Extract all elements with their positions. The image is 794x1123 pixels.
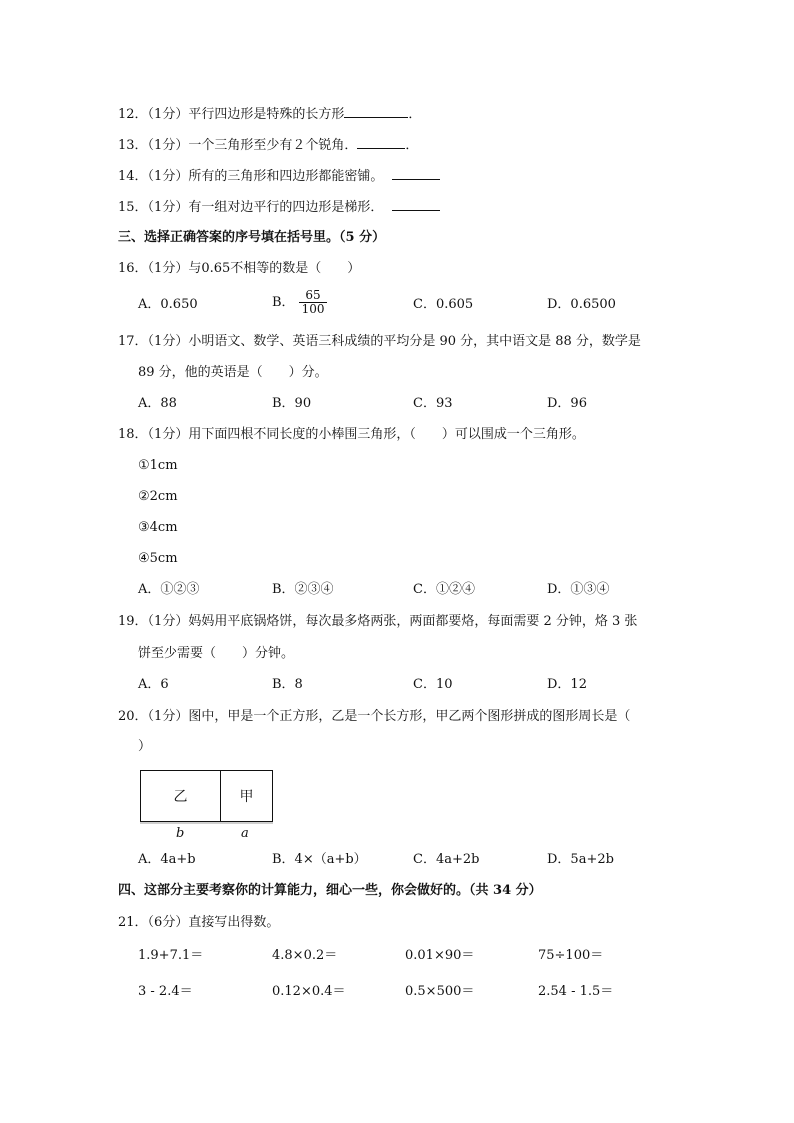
stick-4: ④5cm — [138, 551, 178, 566]
dimension-a-label: a — [241, 826, 249, 841]
question-12-tail: ． — [408, 107, 422, 122]
dimension-b-label: b — [176, 826, 185, 841]
q16-option-b[interactable] — [272, 289, 327, 316]
question-20-line-2: ） — [138, 739, 152, 754]
question-20-line-1: 20．（1分）图中，甲是一个正方形，乙是一个长方形，甲乙两个图形拼成的图形周长是（ — [118, 709, 631, 724]
stick-1: ①1cm — [138, 458, 178, 473]
calc-item: 0.01×90＝ — [405, 948, 475, 963]
q20-option-d[interactable]: D．5a+2b — [547, 852, 614, 867]
fraction — [299, 289, 328, 316]
q16-option-a[interactable]: A．0.650 — [138, 297, 198, 312]
figure-baseline — [140, 822, 273, 824]
q16-option-b-prefix: B． — [272, 295, 295, 310]
section-3-heading: 三、选择正确答案的序号填在括号里。（5 分） — [118, 230, 386, 245]
q16-option-d[interactable]: D．0.6500 — [547, 297, 616, 312]
q17-option-c[interactable]: C．93 — [413, 396, 453, 411]
q18-option-d[interactable]: D．①③④ — [547, 582, 610, 597]
calc-item: 1.9+7.1＝ — [138, 948, 204, 963]
q17-option-a[interactable]: A．88 — [138, 396, 177, 411]
question-18: 18．（1分）用下面四根不同长度的小棒围三角形，（ ）可以围成一个三角形。 — [118, 427, 585, 442]
q19-option-a[interactable]: A．6 — [138, 677, 169, 692]
question-16: 16．（1分）与0.65不相等的数是（ ） — [118, 261, 361, 276]
question-19-line-2: 饼至少需要（ ）分钟。 — [138, 646, 295, 661]
calc-item: 2.54 - 1.5＝ — [538, 984, 614, 999]
question-19-line-1: 19．（1分）妈妈用平底锅烙饼，每次最多烙两张，两面都要烙，每面需要 2 分钟，烙 3 张 — [118, 614, 638, 629]
q20-option-a[interactable]: A．4a+b — [138, 852, 196, 867]
question-13-text: 13．（1分）一个三角形至少有２个锐角． — [118, 138, 358, 153]
calc-item: 3 - 2.4＝ — [138, 984, 193, 999]
q19-option-c[interactable]: C．10 — [413, 677, 453, 692]
q18-option-b[interactable]: B．②③④ — [272, 582, 334, 597]
calc-item: 4.8×0.2＝ — [272, 948, 338, 963]
question-17-line-1: 17．（1分）小明语文、数学、英语三科成绩的平均分是 90 分，其中语文是 88 分，数学是 — [118, 334, 641, 349]
q18-option-c[interactable]: C．①②④ — [413, 582, 475, 597]
answer-blank-15[interactable] — [392, 198, 440, 211]
answer-blank-14[interactable] — [392, 167, 440, 180]
q17-option-b[interactable]: B．90 — [272, 396, 312, 411]
q17-option-d[interactable]: D．96 — [547, 396, 587, 411]
question-12-text: 12．（1分）平行四边形是特殊的长方形 — [118, 107, 345, 122]
question-14 — [118, 167, 440, 186]
question-15-text: 15．（1分）有一组对边平行的四边形是梯形． — [118, 200, 384, 215]
question-17-line-2: 89 分，他的英语是（ ）分。 — [138, 365, 328, 380]
question-14-text: 14．（1分）所有的三角形和四边形都能密铺。 — [118, 169, 384, 184]
fraction-denominator: 100 — [299, 302, 328, 316]
fraction-numerator: 65 — [305, 288, 321, 302]
answer-blank-13[interactable] — [357, 136, 405, 149]
rectangle-yi: 乙 — [140, 770, 221, 822]
question-21: 21．（6分）直接写出得数。 — [118, 915, 280, 930]
q19-option-b[interactable]: B．8 — [272, 677, 303, 692]
calc-item: 0.12×0.4＝ — [272, 984, 346, 999]
section-4-heading: 四、这部分主要考察你的计算能力，细心一些，你会做好的。（共 34 分） — [118, 883, 542, 898]
question-12 — [118, 105, 421, 124]
question-15 — [118, 198, 440, 217]
q20-option-b[interactable]: B．4×（a+b） — [272, 852, 367, 867]
q16-option-c[interactable]: C．0.605 — [413, 297, 474, 312]
q19-option-d[interactable]: D．12 — [547, 677, 587, 692]
calc-item: 75÷100＝ — [538, 948, 604, 963]
q18-option-a[interactable]: A．①②③ — [138, 582, 200, 597]
q20-option-c[interactable]: C．4a+2b — [413, 852, 480, 867]
square-jia: 甲 — [220, 770, 273, 822]
stick-3: ③4cm — [138, 520, 178, 535]
calc-item: 0.5×500＝ — [405, 984, 475, 999]
answer-blank-12[interactable] — [344, 105, 408, 118]
question-13 — [118, 136, 418, 155]
rectangle-figure — [140, 770, 273, 841]
question-13-tail: ． — [405, 138, 419, 153]
stick-2: ②2cm — [138, 489, 178, 504]
